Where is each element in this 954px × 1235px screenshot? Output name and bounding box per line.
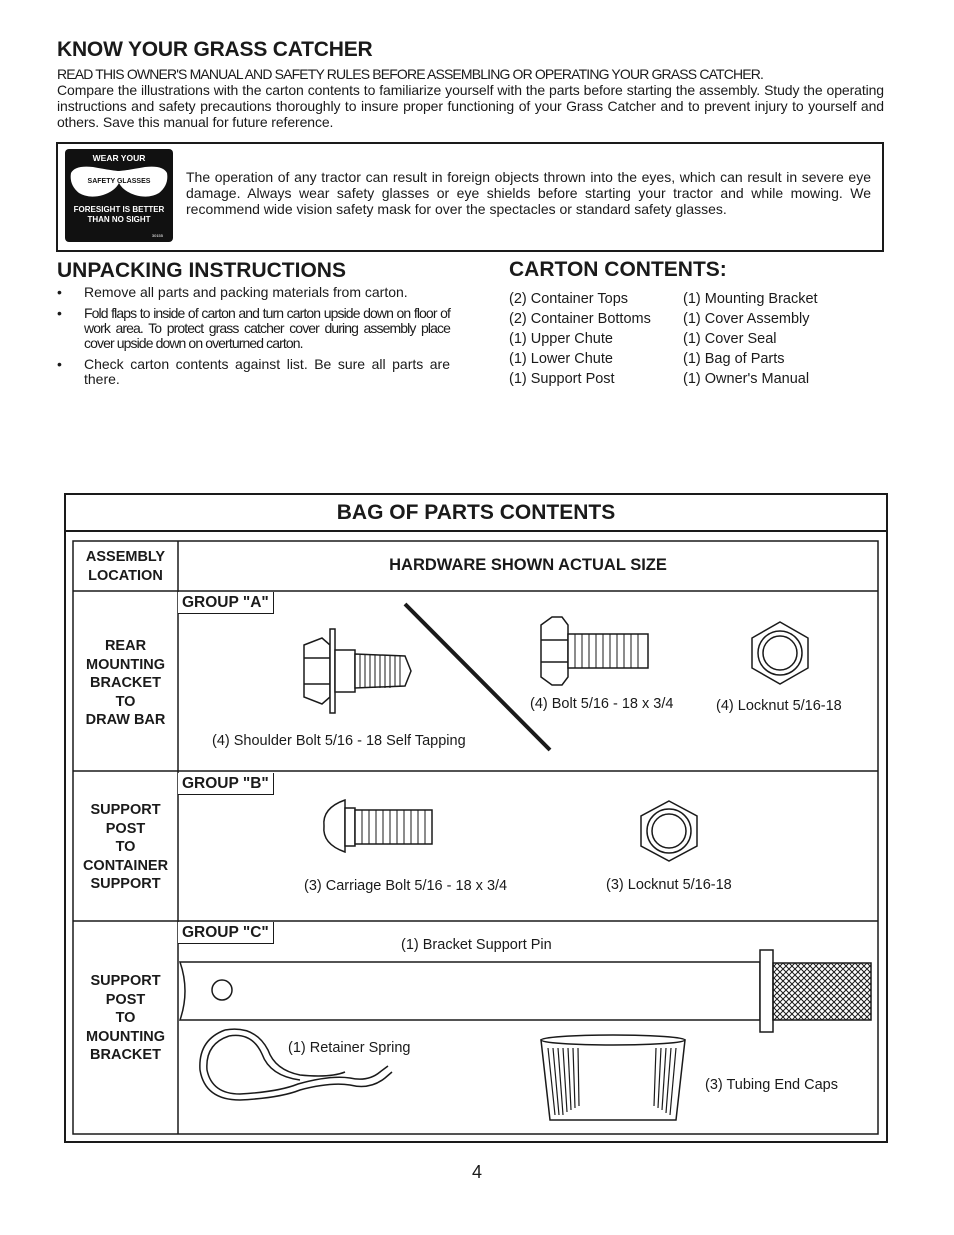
part-label: (3) Carriage Bolt 5/16 - 18 x 3/4 — [304, 878, 508, 894]
part-label: (4) Shoulder Bolt 5/16 - 18 Self Tapping — [212, 733, 466, 749]
page-number: 4 — [471, 1162, 482, 1182]
list-item: (1) Upper Chute — [509, 331, 613, 347]
part-label: (1) Bracket Support Pin — [401, 937, 552, 953]
bag-title: BAG OF PARTS CONTENTS — [66, 495, 886, 532]
group-c-location: SUPPORT POST TO MOUNTING BRACKET — [86, 973, 165, 1063]
list-item: • Fold flaps to inside of carton and turn carton upside down on floor of work area. To protect grass catcher cover during assembly place cover upside down on overturned carton. — [57, 306, 450, 351]
badge-line-3: FORESIGHT IS BETTER — [73, 205, 165, 214]
list-item: (1) Bag of Parts — [683, 351, 785, 367]
intro-caps-line: READ THIS OWNER'S MANUAL AND SAFETY RULES BEFORE ASSEMBLING OR OPERATING YOUR GRASS CATCHER. — [57, 66, 764, 82]
list-item: (1) Cover Assembly — [683, 311, 810, 327]
group-a-label: GROUP "A" — [178, 592, 274, 614]
list-item: (1) Support Post — [509, 371, 615, 387]
list-item: (1) Cover Seal — [683, 331, 777, 347]
group-b-location: SUPPORT POST TO CONTAINER SUPPORT — [82, 802, 169, 892]
badge-line-1: WEAR YOUR — [92, 153, 146, 163]
unpacking-title: UNPACKING INSTRUCTIONS — [57, 259, 346, 282]
badge-code: 30155 — [151, 233, 163, 238]
carton-title: CARTON CONTENTS: — [509, 258, 727, 281]
intro-body: Compare the illustrations with the carton contents to familiarize yourself with the parts before starting the assembly. Study the operating instructions and safety precautions thoroughly to insure proper functioning of your Grass Catcher and to prevent injury to yourself and others. Save this manual for future reference. — [57, 82, 884, 130]
group-b-label: GROUP "B" — [178, 773, 274, 795]
list-item: • Check carton contents against list. Be sure all parts are there. — [57, 357, 450, 387]
list-item: (1) Lower Chute — [509, 351, 613, 367]
part-label: (3) Locknut 5/16-18 — [606, 877, 732, 893]
bracket-support-pin-icon — [180, 950, 871, 1032]
group-c-label: GROUP "C" — [178, 922, 274, 944]
part-label: (3) Tubing End Caps — [705, 1077, 838, 1093]
group-a-location: REAR MOUNTING BRACKET TO DRAW BAR — [85, 638, 166, 728]
safety-text: The operation of any tractor can result in foreign objects thrown into the eyes, which can result in severe eye damage. Always wear safety glasses or eye shields before starting your tractor and while mowing. We recommend wide vision safety mask for over the spectacles or standard safety glasses. — [186, 169, 871, 217]
list-item: (1) Owner's Manual — [683, 371, 810, 387]
list-item: • Remove all parts and packing materials from carton. — [57, 285, 450, 300]
list-item: (1) Mounting Bracket — [683, 291, 818, 307]
assembly-location-header: ASSEMBLY LOCATION — [85, 549, 166, 584]
badge-line-2: SAFETY GLASSES — [87, 178, 151, 185]
list-item: (2) Container Bottoms — [509, 311, 651, 327]
part-label: (4) Bolt 5/16 - 18 x 3/4 — [530, 696, 674, 712]
badge-line-4: THAN NO SIGHT — [87, 215, 151, 224]
list-item: (2) Container Tops — [509, 291, 629, 307]
page-title: KNOW YOUR GRASS CATCHER — [57, 38, 373, 61]
tubing-end-caps-icon — [541, 1035, 685, 1120]
hardware-header: HARDWARE SHOWN ACTUAL SIZE — [389, 556, 667, 574]
part-label: (1) Retainer Spring — [288, 1040, 411, 1056]
part-label: (4) Locknut 5/16-18 — [716, 698, 842, 714]
